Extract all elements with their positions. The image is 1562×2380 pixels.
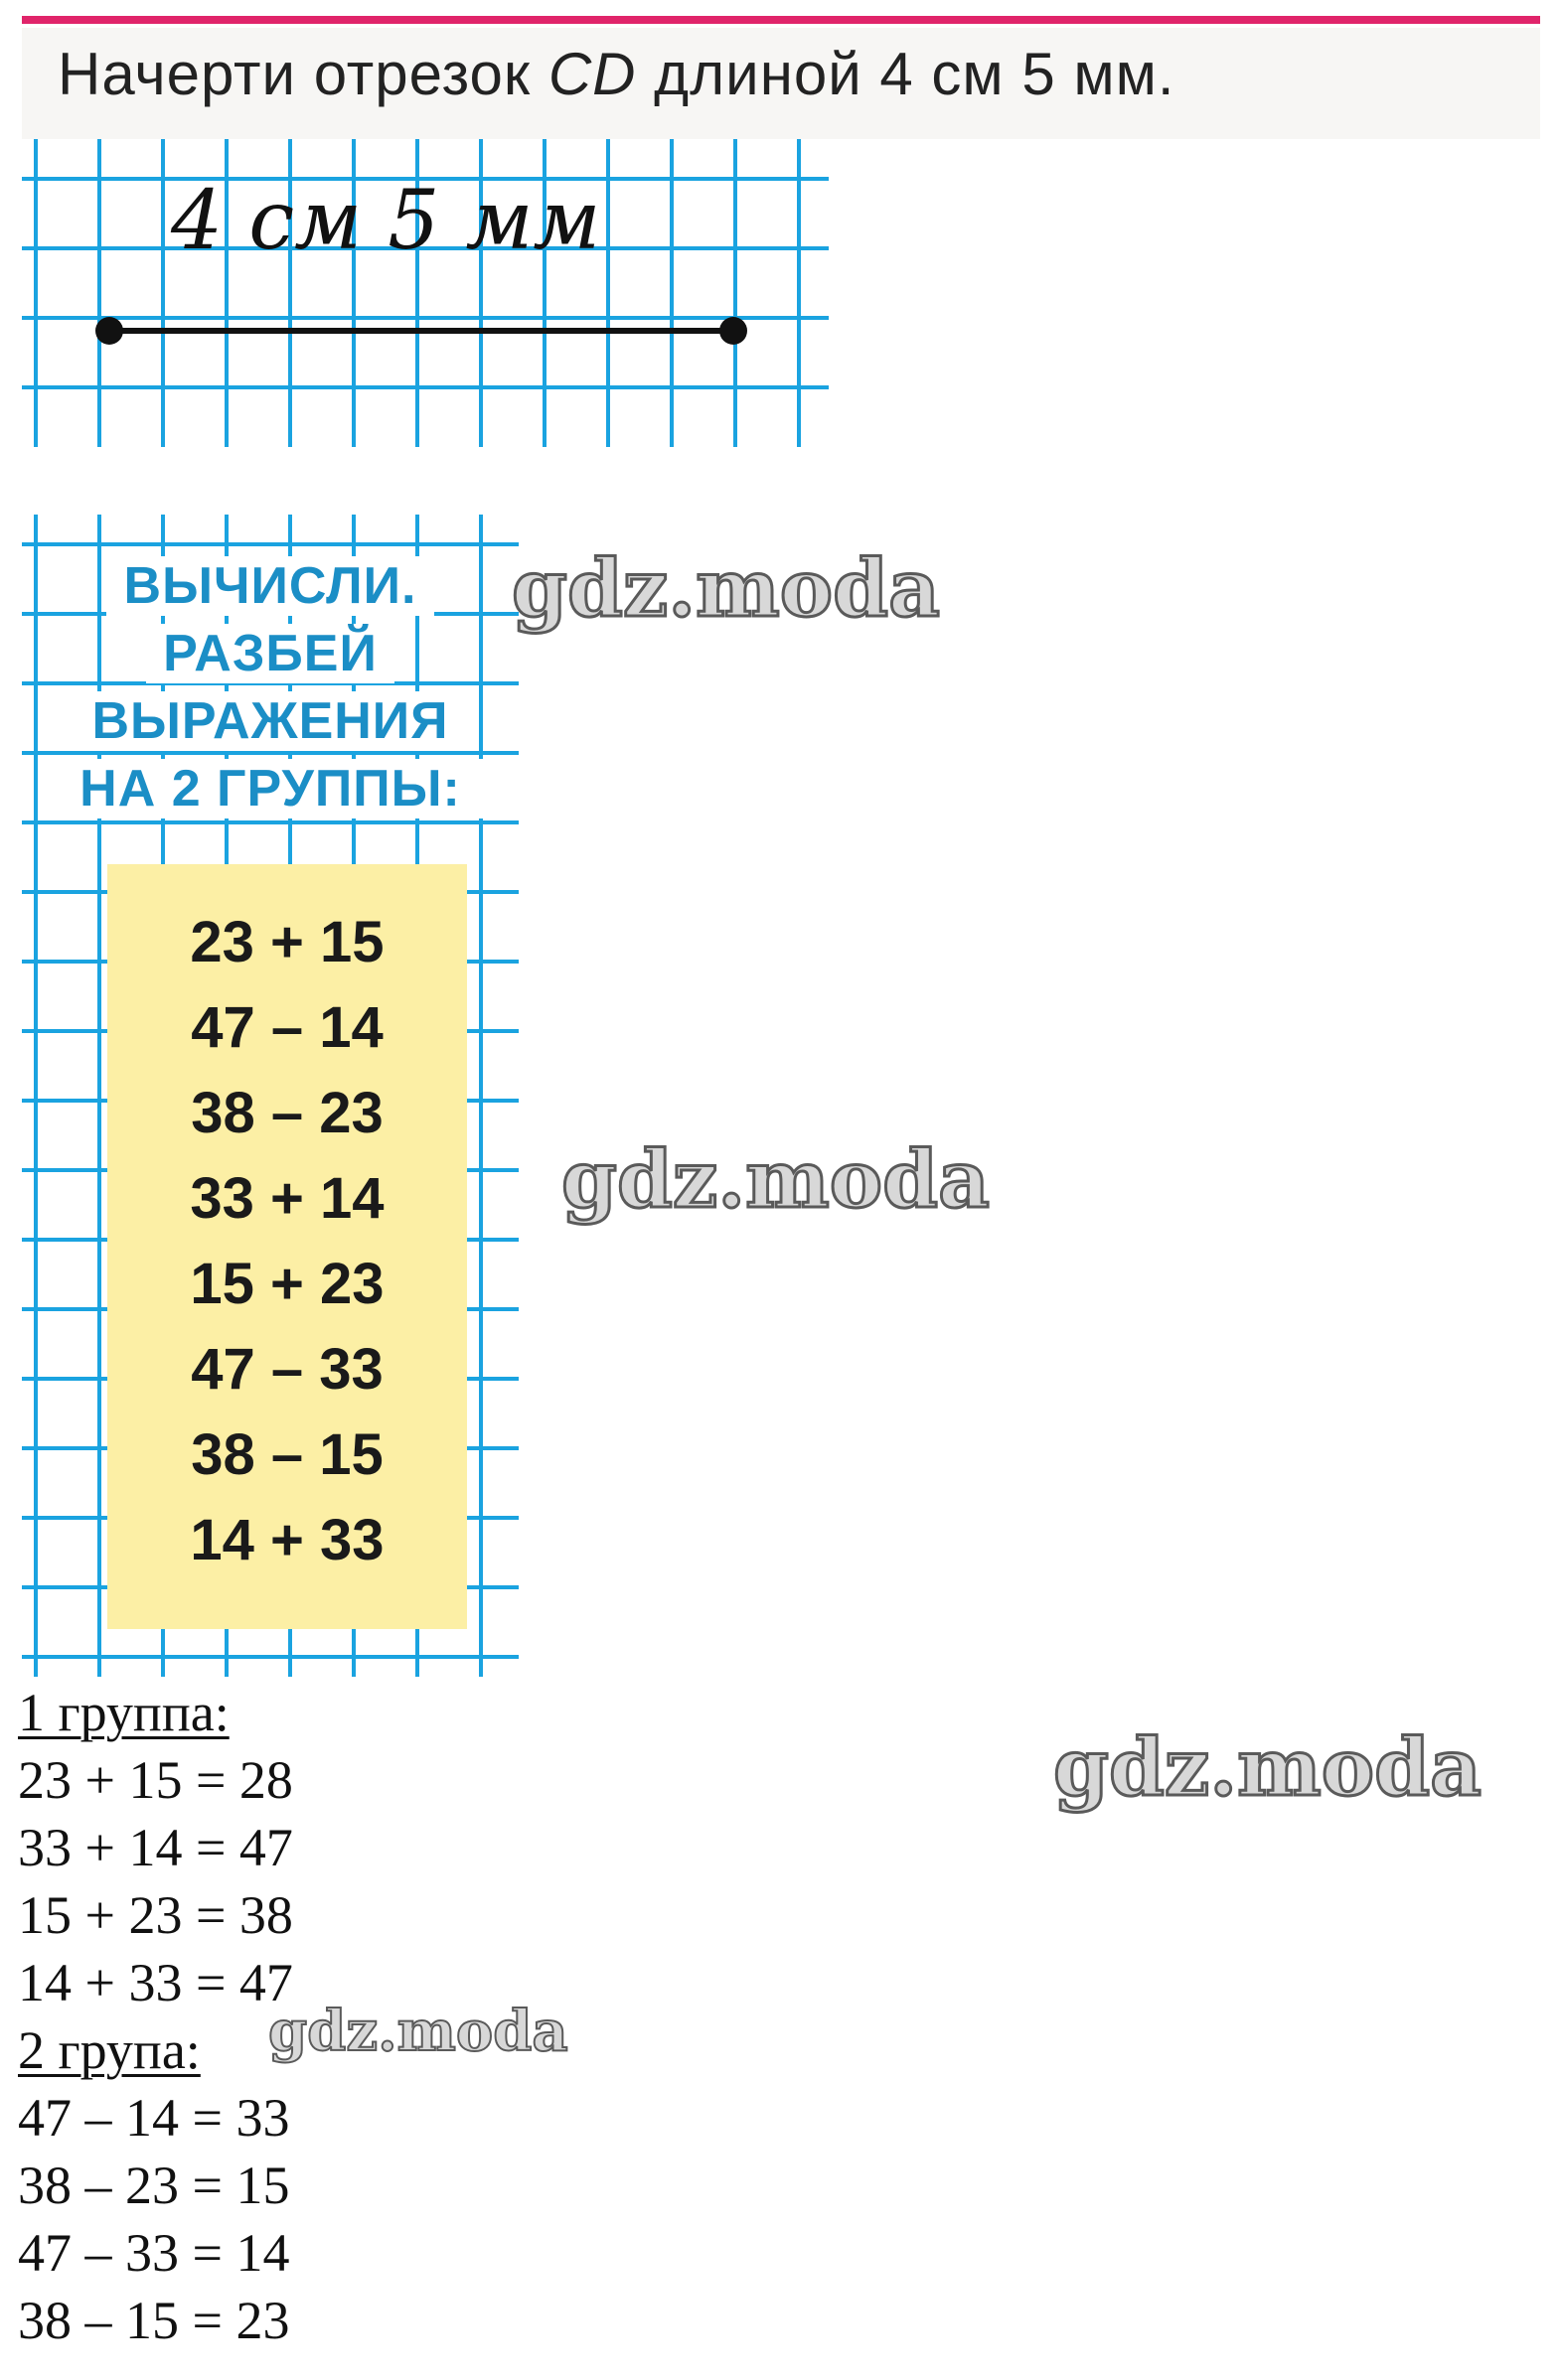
- task2-title-line-4: НА 2 ГРУППЫ:: [47, 759, 494, 818]
- watermark: gdz.moda: [268, 1999, 568, 2064]
- watermark: gdz.moda: [561, 1132, 990, 1226]
- expression-item: 38 – 23: [191, 1081, 384, 1145]
- segment-endpoint-d: [719, 317, 747, 345]
- expression-item: 38 – 15: [191, 1422, 384, 1487]
- group2-answer: 38 – 15 = 23: [18, 2291, 290, 2350]
- group1-answer: 14 + 33 = 47: [18, 1953, 293, 2012]
- header-accent-line: [22, 16, 1540, 24]
- group1-title: 1 группа:: [18, 1683, 230, 1742]
- group2-answer: 38 – 23 = 15: [18, 2156, 290, 2215]
- segment-name: CD: [547, 41, 637, 107]
- task1-text-before: Начерти отрезок: [58, 41, 548, 107]
- group1-heading: [18, 1683, 259, 1742]
- expression-item: 33 + 14: [190, 1166, 385, 1231]
- task1-instruction: [58, 40, 1175, 108]
- group1-answer: 33 + 14 = 47: [18, 1818, 293, 1877]
- group2-title: 2 група:: [18, 2020, 201, 2080]
- watermark: gdz.moda: [1053, 1720, 1482, 1814]
- expression-item: 47 – 14: [191, 995, 384, 1060]
- group1-answer: 23 + 15 = 28: [18, 1750, 293, 1810]
- expression-item: 15 + 23: [190, 1252, 385, 1316]
- watermark: gdz.moda: [512, 541, 940, 635]
- segment-endpoint-c: [95, 317, 123, 345]
- expression-item: 47 – 33: [191, 1337, 384, 1402]
- group2-answer: 47 – 33 = 14: [18, 2223, 290, 2283]
- expression-item: 14 + 33: [190, 1508, 385, 1572]
- group2-heading: [18, 2020, 201, 2080]
- group1-answer: 15 + 23 = 38: [18, 1885, 293, 1945]
- task1-text-after: длиной 4 см 5 мм.: [636, 41, 1175, 107]
- task2-title-line-3: ВЫРАЖЕНИЯ: [77, 691, 464, 751]
- task2-title-line-1: ВЫЧИСЛИ.: [106, 556, 434, 616]
- expression-item: 23 + 15: [190, 910, 385, 974]
- segment-length-label: 4 см 5 мм: [171, 174, 601, 268]
- task2-title-line-2: РАЗБЕЙ: [146, 624, 394, 683]
- group2-answer: 47 – 14 = 33: [18, 2088, 290, 2148]
